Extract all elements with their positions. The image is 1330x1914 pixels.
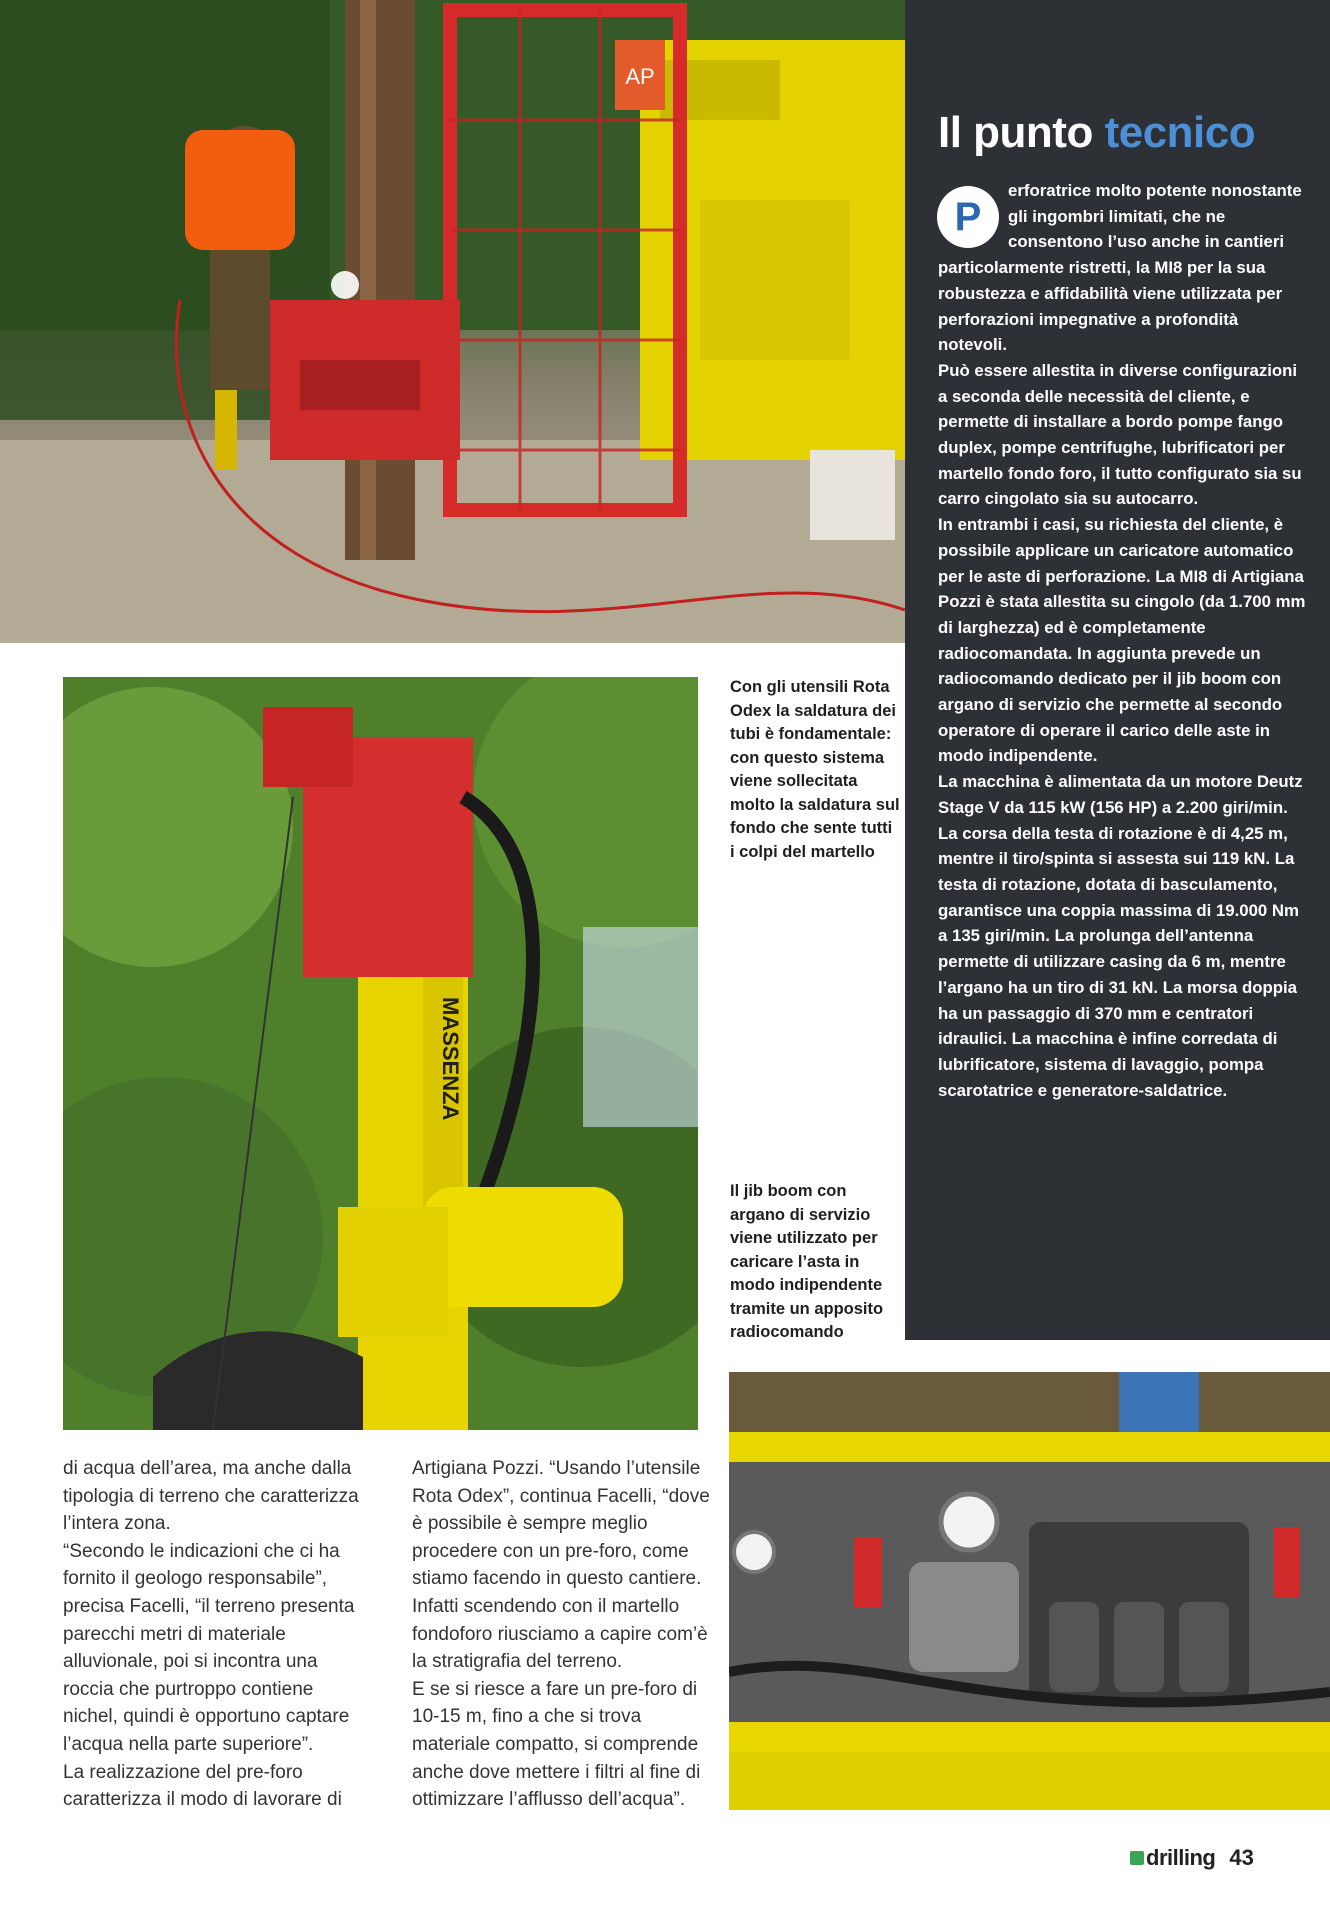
article-paragraph: La realizzazione del pre-foro caratterizza il modo di lavorare di bbox=[63, 1761, 342, 1811]
page-number: 43 bbox=[1229, 1845, 1254, 1870]
panel-title bbox=[938, 108, 1255, 158]
magazine-name: drilling bbox=[1146, 1845, 1216, 1870]
article-paragraph: E se si riesce a fare un pre-foro di 10-15 m, fino a che si trova materiale compatto, si comprende anche dove mettere i filtri al fine di ottimizzare l’afflusso dell’acqua”. bbox=[412, 1678, 701, 1811]
panel-title-plain: Il punto bbox=[938, 108, 1093, 157]
panel-paragraph-3: La macchina è alimentata da un motore Deutz Stage V da 115 kW (156 HP) a 2.200 giri/min. La corsa della testa di rotazione è di 4,25 m, mentre il tiro/spinta si assesta sui 119 kN. La testa di rotazione, dotata di basculamento, garantisce una coppia massima di 19.000 Nm a 135 giri/min. La prolunga dell’antenna permette di utilizzare casing da 6 m, mentre l’argano ha un tiro di 31 kN. La morsa doppia ha un passaggio di 370 mm e centratori idraulici. La macchina è infine corredata di lubrificatore, sistema di lavaggio, pompa scarotatrice e generatore-saldatrice. bbox=[938, 772, 1303, 1100]
technical-info-panel bbox=[905, 0, 1330, 1340]
panel-paragraph-2: In entrambi i casi, su richiesta del cliente, è possibile applicare un caricatore automatico per le aste di perforazione. La MI8 di Artigiana Pozzi è stata allestita su cingolo (da 1.700 mm di larghezza) ed è completamente radiocomandata. In aggiunta prevede un radiocomando dedicato per il jib boom con argano di servizio che permette al secondo operatore di operare il carico delle aste in modo indipendente. bbox=[938, 515, 1306, 766]
rig-brand-label: MASSENZA bbox=[438, 997, 463, 1121]
magazine-logo bbox=[1130, 1845, 1215, 1871]
page-footer bbox=[1130, 1838, 1254, 1878]
welding-rig-illustration bbox=[0, 0, 905, 643]
photo-hydraulic-pumps bbox=[729, 1372, 1330, 1810]
cage-logo-text: AP bbox=[625, 64, 655, 89]
article-paragraph: Artigiana Pozzi. “Usando l’utensile Rota Odex”, continua Facelli, “dove è possibile è sempre meglio procedere con un pre-foro, come stiamo facendo in questo cantiere. Infatti scendendo con il martello fondoforo riusciamo a capire com’è la stratigrafia del terreno. bbox=[412, 1458, 710, 1673]
panel-paragraph-1: Può essere allestita in diverse configurazioni a seconda delle necessità del cliente, e permette di installare a bordo pompe fango duplex, pompe centrifughe, lubrificatori per martello fondo foro, il tutto configurato sia su carro cingolato sia su autocarro. bbox=[938, 360, 1302, 509]
photo-rig-mast bbox=[63, 677, 698, 1430]
hydraulic-pumps-illustration bbox=[729, 1372, 1330, 1810]
caption-welding: Con gli utensili Rota Odex la saldatura dei tubi è fondamentale: con questo sistema viene sollecitata molto la saldatura sul fondo che sente tutti i colpi del martello bbox=[730, 678, 900, 861]
article-paragraph: di acqua dell’area, ma anche dalla tipologia di terreno che caratterizza l’intera zona. bbox=[63, 1458, 359, 1535]
logo-mark-icon bbox=[1130, 1851, 1144, 1865]
rig-mast-illustration bbox=[63, 677, 698, 1430]
caption-jib-boom: Il jib boom con argano di servizio viene utilizzato per caricare l’asta in modo indipendente tramite un apposito radiocomando bbox=[730, 1182, 884, 1341]
photo-welding-rig bbox=[0, 0, 905, 643]
panel-body-text bbox=[938, 178, 1308, 1103]
article-paragraph: “Secondo le indicazioni che ci ha fornito il geologo responsabile”, precisa Facelli, “il terreno presenta parecchi metri di materiale alluvionale, poi si incontra una roccia che purtroppo contiene nichel, quindi è opportuno captare l’acqua nella parte superiore”. bbox=[63, 1540, 355, 1755]
article-column-left bbox=[63, 1455, 373, 1814]
article-column-middle bbox=[412, 1455, 712, 1814]
drop-cap-badge: P bbox=[937, 186, 999, 248]
panel-title-accent: tecnico bbox=[1104, 108, 1256, 157]
panel-lead-paragraph: erforatrice molto potente nonostante gli ingombri limitati, che ne consentono l’uso anche in cantieri particolarmente ristretti, la MI8 per la sua robustezza e affidabilità viene utilizzata per perforazioni impegnative a profondità notevoli. bbox=[938, 181, 1302, 355]
